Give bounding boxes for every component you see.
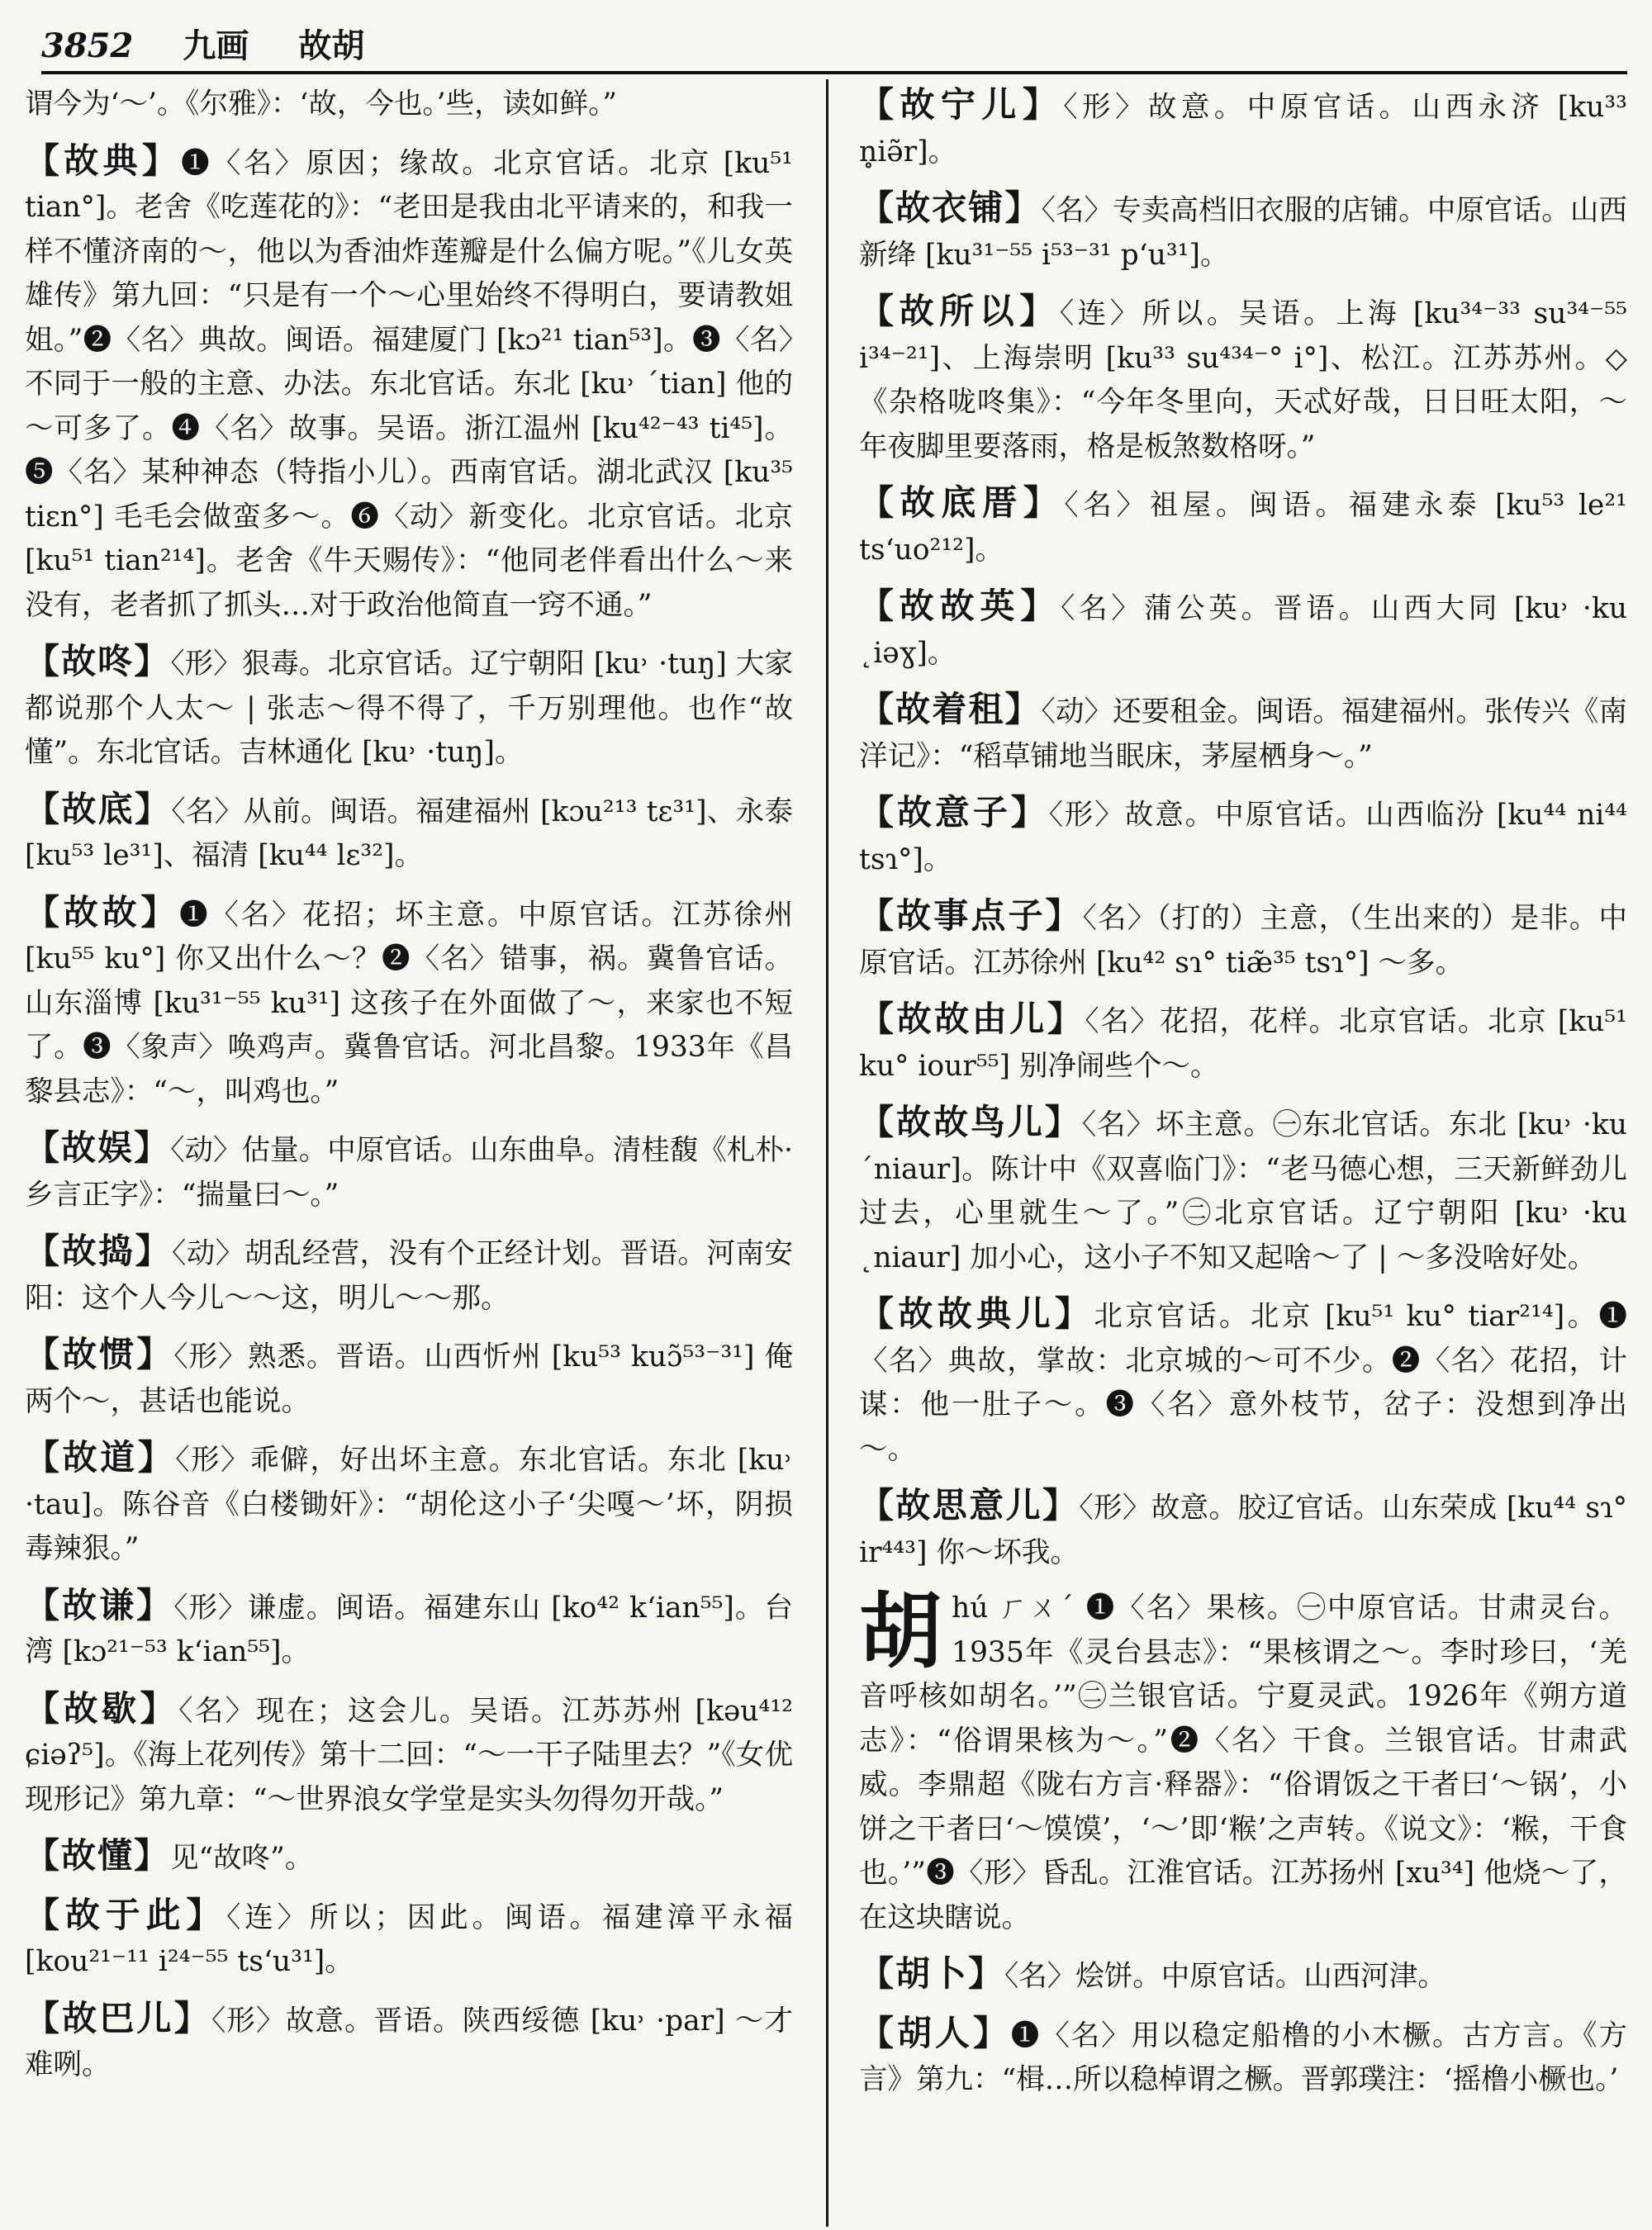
entry-definition: 〈形〉狠毒。北京官话。辽宁朝阳 [ku˒ ·tuŋ] 大家都说那个人太～ | 张志～得不得了，千万别理他。也作“故懂”。东北官话。吉林通化 [ku˒ ·tuŋ]。 <box>25 648 793 769</box>
header-rule <box>41 71 1627 74</box>
entry-definition: 〈形〉故意。中原官话。山西临汾 [ku⁴⁴ ni⁴⁴ tsɿ°]。 <box>859 799 1627 876</box>
entry-definition: 北京官话。北京 [ku⁵¹ ku° tiar²¹⁴]。❶〈名〉典故，掌故：北京城的～可不少。❷〈名〉花招，计谋：他一肚子～。❸〈名〉意外枝节，岔子：没想到净出～。 <box>859 1300 1627 1466</box>
entry-definition: 〈形〉故意。中原官话。山西永济 [ku³³ n̥iə̃r]。 <box>859 91 1627 168</box>
entry-headword: 【故故鸟儿】 <box>859 1102 1082 1142</box>
entry-headword: 【故着租】 <box>859 689 1042 729</box>
entry-definition: 〈连〉所以；因此。闽语。福建漳平永福 [kou²¹⁻¹¹ i²⁴⁻⁵⁵ tsʻu³¹]。 <box>25 1900 793 1978</box>
dictionary-entry <box>859 1100 1627 1280</box>
entry-definition: 〈名〉专卖高档旧衣服的店铺。中原官话。山西新绛 [ku³¹⁻⁵⁵ i⁵³⁻³¹ pʻu³¹]。 <box>859 194 1627 272</box>
entry-headword: 【故衣铺】 <box>859 187 1042 228</box>
entry-definition: 〈名〉从前。闽语。福建福州 [kɔu²¹³ tɛ³¹]、永泰 [ku⁵³ le³¹]、福清 [ku⁴⁴ lɛ³²]。 <box>25 795 793 872</box>
dictionary-entry <box>25 1229 793 1321</box>
entry-headword: 【故故典儿】 <box>859 1293 1094 1334</box>
dictionary-entry <box>25 1834 793 1881</box>
dictionary-entry <box>859 1483 1627 1575</box>
entry-headword: 【故典】 <box>25 140 182 181</box>
entry-definition: 谓今为‘～’。《尔雅》：‘故，今也。’些，读如鲜。” <box>25 88 618 121</box>
dictionary-entry <box>25 1332 793 1424</box>
dictionary-entry <box>25 639 793 776</box>
entry-definition: 〈名〉现在；这会儿。吴语。江苏苏州 [kəu⁴¹² ɕiəʔ⁵]。《海上花列传》第十二回：“～一干子陆里去？”《女优现形记》第九章：“～世界浪女学堂是实头勿得勿开哉。” <box>25 1694 793 1816</box>
entry-headword: 【故惯】 <box>25 1334 174 1374</box>
entry-headword: 【故底】 <box>25 788 172 829</box>
entry-definition: 〈形〉乖僻，好出坏主意。东北官话。东北 [ku˒ ·tau]。陈谷音《白楼锄奸》：“胡伦这小子‘尖嘎～’坏，阴损毒辣狠。” <box>25 1444 793 1565</box>
entry-definition: 〈名〉花招，花样。北京官话。北京 [ku⁵¹ ku° iour⁵⁵] 别净闹些个～。 <box>859 1005 1627 1083</box>
dictionary-entry <box>859 790 1627 882</box>
section-label: 九画 <box>183 26 249 65</box>
entry-headword: 【故事点子】 <box>859 895 1083 936</box>
entry-definition: 〈名〉烩饼。中原官话。山西河津。 <box>1004 1960 1446 1993</box>
entry-headword: 【胡卜】 <box>859 1953 1005 1994</box>
entry-headword: 【故道】 <box>25 1437 176 1478</box>
entry-definition: hú ㄏㄨˊ ❶〈名〉果核。㊀中原官话。甘肃灵台。1935年《灵台县志》：“果核谓之～。李时珍曰，‘羌音呼核如胡名。’”㊁兰银官话。宁夏灵武。1926年《朔方道志》：“俗谓果核为～。”❷〈名〉干食。兰银官话。甘肃武威。李鼎超《陇右方言·释器》：“俗谓饭之干者曰‘～锅’，小饼之干者曰‘～馍馍’，‘～’即‘糇’之声转。《说文》：‘糇，干食也。’”❸〈形〉昏乱。江淮官话。江苏扬州 [xu³⁴] 他烧～了，在这块瞎说。 <box>859 1592 1627 1934</box>
entry-headword: 【故巴儿】 <box>25 1997 211 2038</box>
dictionary-entry <box>25 1126 793 1217</box>
entry-definition: 〈动〉估量。中原官话。山东曲阜。清桂馥《札朴·乡言正字》：“揣量曰～。” <box>25 1134 793 1212</box>
column-divider <box>826 79 828 2227</box>
dictionary-entry <box>25 1687 793 1823</box>
entry-definition: 〈动〉胡乱经营，没有个正经计划。晋语。河南安阳：这个人今儿～～这，明儿～～那。 <box>25 1237 793 1315</box>
page-number: 3852 <box>41 26 134 65</box>
dictionary-entry <box>859 687 1627 779</box>
dictionary-entry <box>25 787 793 879</box>
dictionary-entry <box>859 1952 1627 2000</box>
entry-definition: 〈形〉故意。晋语。陕西绥德 [ku˒ ·par] ～才难咧。 <box>25 2004 793 2081</box>
entry-definition: 〈形〉谦虚。闽语。福建东山 [ko⁴² kʻian⁵⁵]。台湾 [kɔ²¹⁻⁵³ kʻian⁵⁵]。 <box>25 1591 793 1668</box>
entry-definition: 〈名〉（打的）主意，（生出来的）是非。中原官话。江苏徐州 [ku⁴² sɿ° tiæ̃³⁵ tsɿ°] ～多。 <box>859 902 1627 980</box>
dictionary-entry <box>859 997 1627 1089</box>
dictionary-entry <box>25 1996 793 2088</box>
entry-headword: 【故宁儿】 <box>859 84 1064 125</box>
entry-headword: 【故于此】 <box>25 1894 227 1935</box>
entry-headword: 【故所以】 <box>859 291 1060 331</box>
entry-headword: 【故谦】 <box>25 1584 174 1625</box>
entry-headword: 【故捣】 <box>25 1231 172 1271</box>
dictionary-entry <box>859 1582 1627 1940</box>
entry-definition: ❶〈名〉用以稳定船橹的小木橛。古方言。《方言》第九：“楫…所以稳棹谓之橛。晋郭璞注：‘摇橹小橛也。’ <box>859 2019 1627 2096</box>
dictionary-entry <box>25 1893 793 1985</box>
page-header <box>41 20 1627 69</box>
entry-headword: 【故故由儿】 <box>859 999 1085 1039</box>
dictionary-entry <box>859 186 1627 278</box>
entry-definition: 〈名〉蒲公英。晋语。山西大同 [ku˒ ·ku ˛iəɣ]。 <box>859 592 1627 670</box>
entry-definition: 〈形〉熟悉。晋语。山西忻州 [ku⁵³ kuɔ̃⁵³⁻³¹] 俺两个～，甚话也能说。 <box>25 1340 793 1418</box>
dictionary-entry <box>859 894 1627 985</box>
entry-definition: 〈动〉还要租金。闽语。福建福州。张传兴《南洋记》：“稻草铺地当眠床，茅屋栖身～。” <box>859 695 1627 773</box>
dictionary-entry <box>25 890 793 1115</box>
dictionary-entry <box>25 139 793 629</box>
dictionary-entry <box>859 83 1627 174</box>
header-headwords: 故胡 <box>298 26 365 65</box>
entry-headword: 胡 <box>859 1582 942 1680</box>
entry-headword: 【故娱】 <box>25 1127 171 1168</box>
dictionary-entry <box>25 1583 793 1675</box>
right-column <box>859 83 1627 2114</box>
entry-headword: 【故故英】 <box>859 586 1061 626</box>
entry-headword: 【故懂】 <box>25 1835 171 1876</box>
left-column <box>25 83 793 2100</box>
entry-definition: 〈形〉故意。胶辽官话。山东荣成 [ku⁴⁴ sɿ° ir⁴⁴³] 你～坏我。 <box>859 1492 1627 1569</box>
entry-headword: 【故故】 <box>25 891 180 932</box>
dictionary-entry <box>859 584 1627 676</box>
dictionary-entry <box>859 1292 1627 1472</box>
entry-headword: 【故思意儿】 <box>859 1485 1080 1525</box>
entry-headword: 【故咚】 <box>25 641 171 681</box>
dictionary-entry <box>25 1435 793 1572</box>
entry-definition: 见“故咚”。 <box>170 1842 314 1875</box>
entry-definition: 〈连〉所以。吴语。上海 [ku³⁴⁻³³ su³⁴⁻⁵⁵ i³⁴⁻²¹]、上海崇明 [ku³³ su⁴³⁴⁻° i°]、松江。江苏苏州。◇《杂格咙咚集》：“今年冬里向，天忒好哉，日日旺太阳，～年夜脚里要落雨，格是板煞数格呀。” <box>859 297 1627 463</box>
dictionary-entry <box>859 481 1627 572</box>
dictionary-entry <box>859 289 1627 469</box>
entry-definition: 〈名〉坏主意。㊀东北官话。东北 [ku˒ ·ku ˊniaur]。陈计中《双喜临门》：“老马德心想，三天新鲜劲儿过去，心里就生～了。”㊁北京官话。辽宁朝阳 [ku˒ ·ku ˛niaur] 加小心，这小子不知又起啥～了 | ～多没啥好处。 <box>859 1108 1627 1274</box>
entry-headword: 【故意子】 <box>859 792 1049 833</box>
entry-definition: ❶〈名〉原因；缘故。北京官话。北京 [ku⁵¹ tian°]。老舍《吃莲花的》：“老田是我由北平请来的，和我一样不懂济南的～，他以为香油炸莲瓣是什么偏方呢。”《儿女英雄传》第九回：“只是有一个～心里始终不得明白，要请教姐姐。”❷〈名〉典故。闽语。福建厦门 [kɔ²¹ tian⁵³]。❸〈名〉不同于一般的主意、办法。东北官话。东北 [ku˒ ˊtian] 他的～可多了。❹〈名〉故事。吴语。浙江温州 [ku⁴²⁻⁴³ ti⁴⁵]。❺〈名〉某种神态（特指小儿）。西南官话。湖北武汉 [ku³⁵ tiɛn°] 毛毛会做蛮多～。❻〈动〉新变化。北京官话。北京 [ku⁵¹ tian²¹⁴]。老舍《牛天赐传》：“他同老伴看出什么～来没有，老者抓了抓头…对于政治他简直一窍不通。” <box>25 146 793 622</box>
entry-headword: 【故歇】 <box>25 1687 179 1729</box>
dictionary-entry <box>859 2011 1627 2103</box>
dictionary-entry <box>25 83 793 127</box>
entry-headword: 【胡人】 <box>859 2012 1011 2053</box>
entry-definition: 〈名〉祖屋。闽语。福建永泰 [ku⁵³ le²¹ tsʻuo²¹²]。 <box>859 489 1627 567</box>
entry-headword: 【故底厝】 <box>859 482 1065 523</box>
entry-definition: ❶〈名〉花招；坏主意。中原官话。江苏徐州 [ku⁵⁵ ku°] 你又出什么～？❷〈名〉错事，祸。冀鲁官话。山东淄博 [ku³¹⁻⁵⁵ ku³¹] 这孩子在外面做了～，来家也不短了。❸〈象声〉唤鸡声。冀鲁官话。河北昌黎。1933年《昌黎县志》：“～，叫鸡也。” <box>25 898 793 1108</box>
